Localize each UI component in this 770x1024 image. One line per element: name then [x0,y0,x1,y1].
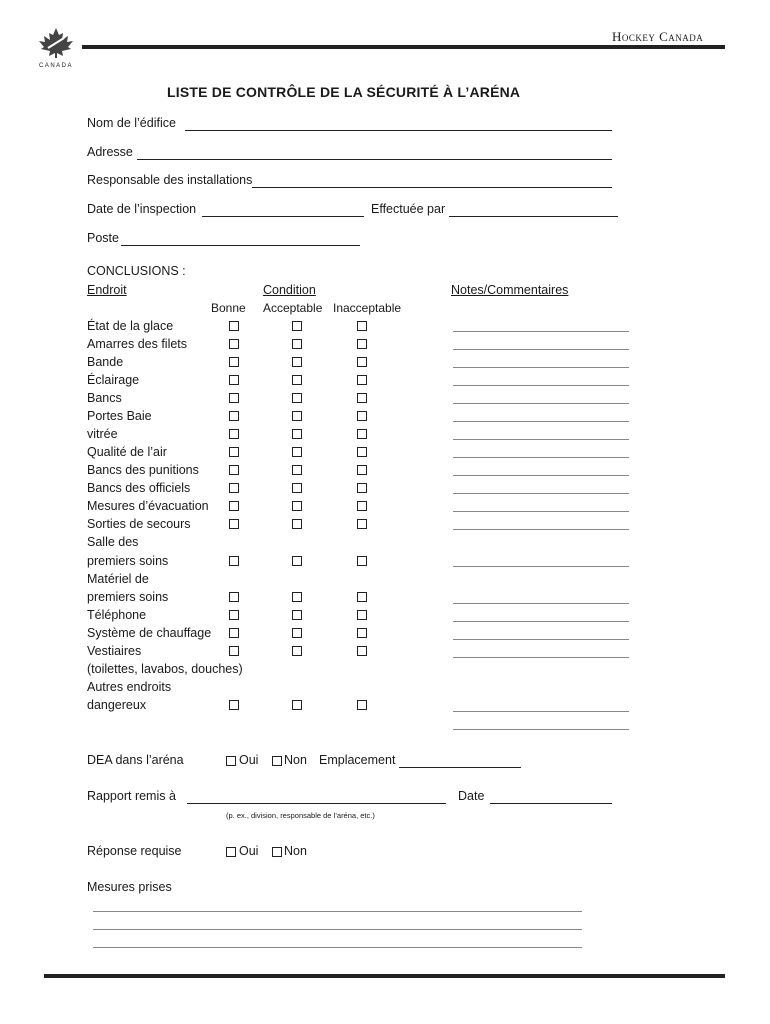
footer-rule [44,974,725,978]
condition-acceptable-checkbox[interactable] [292,519,302,529]
condition-acceptable-checkbox[interactable] [292,700,302,710]
notes-line[interactable] [453,711,629,712]
condition-acceptable-checkbox[interactable] [292,393,302,403]
row-label: Bancs des officiels [87,481,191,495]
building-name-field[interactable] [185,130,612,131]
notes-column-header: Notes/Commentaires [451,283,569,297]
condition-acceptable-checkbox[interactable] [292,321,302,331]
condition-acceptable-checkbox[interactable] [292,465,302,475]
aed-yes-checkbox[interactable] [226,756,236,766]
row-label: Vestiaires [87,644,142,658]
address-label: Adresse [87,145,133,159]
facility-manager-label: Responsable des installations [87,173,253,187]
location-column-header: Endroit [87,283,127,297]
condition-unacceptable-checkbox[interactable] [357,465,367,475]
hockey-canada-logo [34,26,78,70]
condition-unacceptable-checkbox[interactable] [357,483,367,493]
condition-acceptable-checkbox[interactable] [292,556,302,566]
notes-line[interactable] [453,529,629,530]
header-rule [82,45,725,49]
row-label: Autres endroits [87,680,172,694]
position-field[interactable] [121,245,360,246]
condition-unacceptable-checkbox[interactable] [357,411,367,421]
condition-acceptable-checkbox[interactable] [292,375,302,385]
condition-good-checkbox[interactable] [229,501,239,511]
condition-unacceptable-checkbox[interactable] [357,556,367,566]
condition-unacceptable-checkbox[interactable] [357,447,367,457]
condition-good-checkbox[interactable] [229,483,239,493]
row-label: premiers soins [87,554,169,568]
condition-good-checkbox[interactable] [229,646,239,656]
report-field[interactable] [187,803,446,804]
row-label: Salle des [87,535,139,549]
condition-acceptable-checkbox[interactable] [292,357,302,367]
condition-acceptable-checkbox[interactable] [292,483,302,493]
notes-line[interactable] [453,349,629,350]
position-label: Poste [87,231,119,245]
condition-good-checkbox[interactable] [229,700,239,710]
condition-acceptable-checkbox[interactable] [292,628,302,638]
report-label: Rapport remis à [87,789,176,803]
row-label: Portes Baie [87,409,152,423]
row-label: Qualité de l’air [87,445,167,459]
building-name-label: Nom de l’édifice [87,116,176,130]
condition-good-checkbox[interactable] [229,465,239,475]
performed-by-label: Effectuée par [371,202,446,216]
row-label: Bande [87,355,124,369]
notes-line[interactable] [453,421,629,422]
aed-no-checkbox[interactable] [272,756,282,766]
condition-unacceptable-checkbox[interactable] [357,321,367,331]
response-no-label: Non [284,844,307,858]
notes-line[interactable] [453,729,629,730]
condition-unacceptable-header: Inacceptable [333,301,402,315]
row-label: premiers soins [87,590,169,604]
row-label: État de la glace [87,319,174,333]
notes-line[interactable] [453,566,629,567]
row-label: vitrée [87,427,118,441]
row-label: Éclairage [87,373,140,387]
row-label: Bancs des punitions [87,463,199,477]
condition-unacceptable-checkbox[interactable] [357,501,367,511]
measures-line[interactable] [93,947,582,948]
row-label: Mesures d’évacuation [87,499,209,513]
condition-acceptable-checkbox[interactable] [292,610,302,620]
conclusions-heading: CONCLUSIONS : [87,264,186,278]
condition-good-checkbox[interactable] [229,628,239,638]
condition-unacceptable-checkbox[interactable] [357,339,367,349]
condition-good-checkbox[interactable] [229,610,239,620]
condition-good-checkbox[interactable] [229,357,239,367]
condition-unacceptable-checkbox[interactable] [357,375,367,385]
aed-location-field[interactable] [399,767,521,768]
report-date-field[interactable] [490,803,612,804]
condition-good-checkbox[interactable] [229,592,239,602]
notes-line[interactable] [453,511,629,512]
condition-acceptable-checkbox[interactable] [292,429,302,439]
aed-yes-label: Oui [239,753,259,767]
notes-line[interactable] [453,621,629,622]
notes-line[interactable] [453,657,629,658]
condition-unacceptable-checkbox[interactable] [357,628,367,638]
notes-line[interactable] [453,457,629,458]
condition-acceptable-checkbox[interactable] [292,339,302,349]
notes-line[interactable] [453,385,629,386]
response-label: Réponse requise [87,844,182,858]
response-yes-label: Oui [239,844,259,858]
notes-line[interactable] [453,475,629,476]
condition-unacceptable-checkbox[interactable] [357,519,367,529]
address-field[interactable] [137,159,612,160]
maple-leaf-icon [34,26,78,60]
condition-good-checkbox[interactable] [229,556,239,566]
notes-line[interactable] [453,403,629,404]
row-label: Matériel de [87,572,149,586]
condition-unacceptable-checkbox[interactable] [357,592,367,602]
condition-unacceptable-checkbox[interactable] [357,357,367,367]
row-label: Bancs [87,391,122,405]
condition-good-checkbox[interactable] [229,411,239,421]
condition-unacceptable-checkbox[interactable] [357,429,367,439]
condition-acceptable-checkbox[interactable] [292,501,302,511]
brand-name: Hockey Canada [612,29,704,44]
response-no-checkbox[interactable] [272,847,282,857]
row-label: Téléphone [87,608,147,622]
condition-unacceptable-checkbox[interactable] [357,700,367,710]
notes-line[interactable] [453,367,629,368]
measures-label: Mesures prises [87,880,172,894]
notes-line[interactable] [453,493,629,494]
condition-acceptable-checkbox[interactable] [292,592,302,602]
row-label: dangereux [87,698,147,712]
condition-unacceptable-checkbox[interactable] [357,610,367,620]
condition-good-checkbox[interactable] [229,375,239,385]
condition-acceptable-header: Acceptable [263,301,323,315]
notes-line[interactable] [453,331,629,332]
row-label: (toilettes, lavabos, douches) [87,662,243,676]
aed-label: DEA dans l’aréna [87,753,184,767]
condition-unacceptable-checkbox[interactable] [357,393,367,403]
condition-good-checkbox[interactable] [229,519,239,529]
row-label: Système de chauffage [87,626,212,640]
inspection-date-label: Date de l’inspection [87,202,197,216]
logo-text: CANADA [38,63,73,69]
notes-line[interactable] [453,603,629,604]
row-label: Amarres des filets [87,337,188,351]
condition-good-checkbox[interactable] [229,447,239,457]
page-title: LISTE DE CONTRÔLE DE LA SÉCURITÉ À L’ARÉNA [167,84,521,100]
facility-manager-field[interactable] [252,187,612,188]
report-hint: (p. ex., division, responsable de l’aréna, etc.) [226,811,375,820]
condition-acceptable-checkbox[interactable] [292,411,302,421]
measures-line[interactable] [93,911,582,912]
condition-acceptable-checkbox[interactable] [292,646,302,656]
condition-good-checkbox[interactable] [229,393,239,403]
response-yes-checkbox[interactable] [226,847,236,857]
condition-good-checkbox[interactable] [229,429,239,439]
row-label: Sorties de secours [87,517,191,531]
condition-good-checkbox[interactable] [229,339,239,349]
aed-no-label: Non [284,753,307,767]
measures-line[interactable] [93,929,582,930]
report-date-label: Date [458,789,485,803]
condition-good-checkbox[interactable] [229,321,239,331]
inspection-date-field[interactable] [202,216,364,217]
condition-good-header: Bonne [211,301,246,315]
condition-unacceptable-checkbox[interactable] [357,646,367,656]
aed-location-label: Emplacement [319,753,396,767]
condition-acceptable-checkbox[interactable] [292,447,302,457]
performed-by-field[interactable] [449,216,618,217]
condition-column-header: Condition [263,283,316,297]
notes-line[interactable] [453,639,629,640]
notes-line[interactable] [453,439,629,440]
